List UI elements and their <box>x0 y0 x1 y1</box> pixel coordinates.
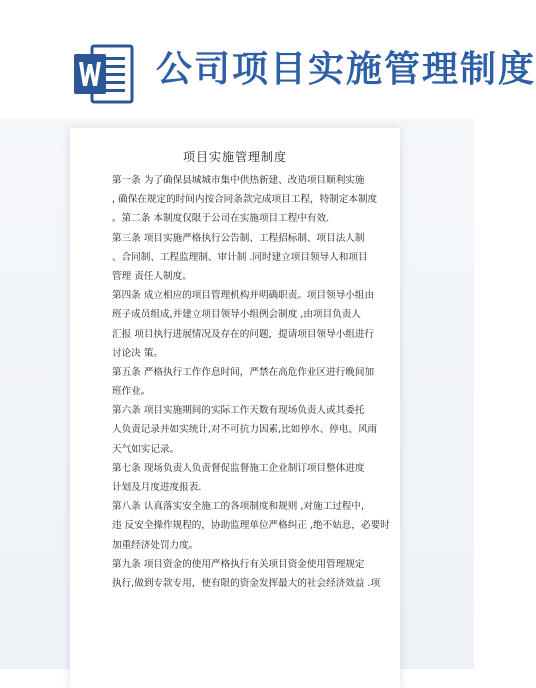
body-line: 第五条 严格执行工作作息时间，严禁在高危作业区进行晚间加 <box>112 366 375 378</box>
body-line: 天气如实记录。 <box>112 443 180 455</box>
body-line: 第一条 为了确保县城城市集中供热新建、改造项目顺利实施 <box>112 175 365 186</box>
header-banner <box>0 0 536 118</box>
body-line: 第三条 项目实施严格执行公告制、工程招标制、项目法人制 <box>112 232 365 244</box>
body-line: 管理 责任人制度。 <box>112 270 192 282</box>
document-title: 项目实施管理制度 <box>182 150 287 164</box>
body-line: 班作业。 <box>112 386 151 398</box>
body-line: 人负责记录并如实统计,对不可抗力因素,比如停水、停电、风雨 <box>112 424 378 436</box>
body-line: 第九条 项目资金的使用严格执行有关项目资金使用管理规定 <box>112 558 365 570</box>
body-line: 加重经济处罚力度。 <box>112 539 199 551</box>
body-line: 违 反安全操作规程的，协助监理单位严格纠正 ,绝不姑息，必要时 <box>112 520 390 532</box>
document-body <box>112 171 390 593</box>
body-line: , 确保在规定的时间内按合同条款完成项目工程，特制定本制度 <box>112 194 378 206</box>
body-line: 汇报 项目执行进展情况及存在的问题，提请项目领导小组进行 <box>112 328 375 340</box>
body-line: 讨论决 策。 <box>112 347 164 359</box>
header-title: 公司项目实施管理制度 <box>156 49 536 90</box>
body-line: 、合同制、工程监理制、审计制 .同时建立项目领导人和项目 <box>112 251 368 263</box>
body-line: 执行,做到专款专用，使有限的资金发挥最大的社会经济效益 .项 <box>112 577 381 589</box>
body-line: 第七条 现场负责人负责督促监督施工企业制订项目整体进度 <box>112 462 365 474</box>
body-line: 第八条 认真落实安全施工的各项制度和规则 ,对施工过程中, <box>112 501 365 513</box>
body-line: 第四条 成立相应的项目管理机构并明确职责。项目领导小组由 <box>112 290 375 302</box>
body-line: 第六条 项目实施期间的实际工作天数有现场负责人或其委托 <box>112 405 365 417</box>
document-sheet <box>70 128 400 688</box>
body-line: 班子成员组成,并建立项目领导小组例会制度 ,由项目负责人 <box>112 309 361 321</box>
word-doc-icon <box>72 42 136 106</box>
body-line: 。第二条 本制度仅限于公司在实施项目工程中有效. <box>112 213 330 225</box>
body-line: 计划及月度进度报表. <box>112 482 202 493</box>
